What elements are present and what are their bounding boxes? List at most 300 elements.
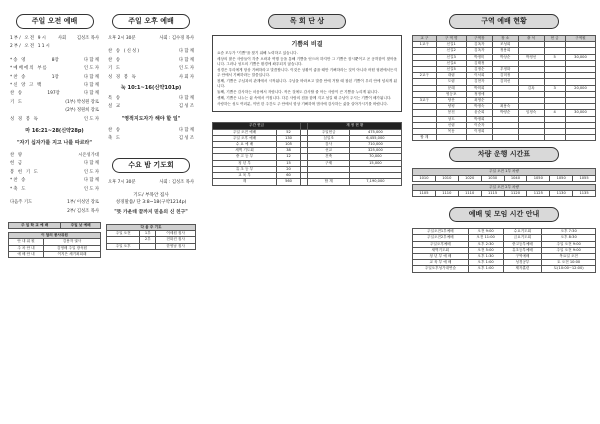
- order-middle: [121, 57, 179, 65]
- bus-time-cell: 1130: [550, 191, 573, 197]
- wednesday-scripture: 성경말씀/ 단 3:8~18(구약1214p): [115, 200, 187, 206]
- bus-label-2: 주일 오전 2부 차량: [413, 184, 596, 190]
- order-row: [106, 103, 196, 111]
- zone-cell: 박정희: [466, 116, 492, 122]
- order-label: *찬 송: [10, 178, 27, 184]
- morning-worship-column: [8, 8, 101, 418]
- essay-body: [217, 51, 397, 107]
- offering-cell: 15: [276, 160, 300, 166]
- order-row: [8, 116, 101, 124]
- order-row: [106, 48, 196, 56]
- order-label: 찬 송 (신성): [108, 49, 141, 55]
- bus-time-cell: 1115: [481, 191, 504, 197]
- afternoon-worship-column: [106, 8, 196, 418]
- order-row: [8, 74, 101, 82]
- schedule-cell: 토 오전 10:00: [542, 260, 596, 266]
- order-middle: [39, 116, 84, 124]
- schedule-cell: 제자훈련: [503, 266, 542, 272]
- order-row: [8, 107, 101, 115]
- order-label: 성 경 봉 독: [10, 116, 40, 122]
- offering-cell: 15,000: [349, 160, 401, 166]
- schedule-table: [412, 228, 596, 272]
- zone-cell: 김미정: [492, 73, 518, 79]
- zone-cell: 김옥자: [466, 48, 492, 54]
- note-row: [8, 208, 101, 216]
- volunteer-cell: 김용자 권사: [44, 239, 101, 245]
- time-value: 김성조 목사: [76, 36, 99, 41]
- wednesday-prayer-title: 수요 밤 기도회: [112, 158, 190, 173]
- zone-cell: 당산: [436, 98, 466, 104]
- order-middle: [23, 152, 78, 160]
- offering-cell: 325,000: [349, 148, 401, 154]
- zone-cell: [565, 135, 595, 141]
- offering-cell: 유 초 등 부: [213, 166, 277, 172]
- zone-cell: 윤순희: [466, 110, 492, 116]
- offering-cell: 560: [276, 179, 300, 185]
- next-week-table-title: 다 음 주 기도: [107, 225, 196, 231]
- order-label: 성 경 봉 독: [108, 74, 138, 80]
- zone-cell: 김현자: [466, 79, 492, 85]
- time-label: 2부/ 오전 11시: [10, 44, 51, 50]
- zone-cell: 봉천: [436, 110, 466, 116]
- next-prayer-cell: 주일 오전: [107, 231, 140, 237]
- order-middle: 1장: [51, 74, 59, 80]
- offering-cell: 교 육 부: [213, 173, 277, 179]
- zone-header-cell: 헌 금: [544, 36, 565, 42]
- order-value: 인 도 자: [83, 66, 99, 72]
- bus-time-cell: 1110: [458, 191, 481, 197]
- zone-cell: 신길3: [436, 54, 466, 60]
- afternoon-worship-title: 주일 오후 예배: [112, 14, 190, 29]
- order-row: [8, 177, 101, 185]
- order-middle: [23, 160, 84, 168]
- zone-cell: 이정희: [466, 129, 492, 135]
- schedule-cell: 오전 5:00: [468, 247, 503, 253]
- zone-cell: 신길4: [436, 60, 466, 66]
- note-value: 1부/ 이성연 장로: [67, 200, 99, 206]
- offering-cell: 475,000: [349, 129, 401, 135]
- order-label: 기 도: [10, 99, 24, 105]
- order-value: 인 도 자: [178, 66, 194, 72]
- offering-header-left: 주간 헌금: [213, 123, 301, 129]
- offering-cell: 70,000: [349, 154, 401, 160]
- time-middle: [51, 43, 99, 51]
- order-value: 다 함 께: [178, 57, 194, 63]
- zone-cell: 이서희: [466, 73, 492, 79]
- schedule-cell: 오후 1:00: [468, 266, 503, 272]
- order-value: 김 성 조: [178, 104, 194, 110]
- mini-header-2: 주일 낮 예배: [61, 222, 101, 228]
- bus-time-cell: 1120: [504, 191, 527, 197]
- order-row: [106, 65, 196, 73]
- order-value: 다 함 께: [83, 74, 99, 80]
- zone-cell: 우정화: [492, 67, 518, 73]
- order-value: 김 성 조: [178, 136, 194, 142]
- order-value: 다 함 께: [178, 127, 194, 133]
- order-middle: [121, 103, 179, 111]
- schedule-cell: 주일오후성가대연습: [413, 266, 469, 272]
- wednesday-time-row: [106, 179, 196, 187]
- time-row: [8, 43, 101, 51]
- zone-cell: 정용희: [492, 48, 518, 54]
- next-prayer-cell: 주일 오후: [107, 243, 140, 249]
- order-value: (2부) 정원희 장로: [65, 108, 99, 114]
- pastoral-essay: [212, 35, 402, 112]
- schedule-cell: 오후 8:30: [542, 235, 596, 241]
- offering-cell: 주일 오전 예배: [213, 129, 277, 135]
- order-label: *축 도: [10, 186, 27, 192]
- order-middle: [140, 48, 179, 56]
- time-label: 1부/ 오전 9시: [10, 36, 48, 41]
- order-value: 사 회 자: [178, 74, 194, 80]
- zone-cell: 이순자: [466, 122, 492, 128]
- zone-cell: [544, 135, 565, 141]
- offering-cell: 60: [276, 173, 300, 179]
- offering-cell: 710,000: [349, 142, 401, 148]
- zone-cell: 박미희: [466, 85, 492, 91]
- essay-paragraph: 사랑하는 성도 여러분, 이번 한 주간도 주 안에서 항상 기뻐하며 범사에 감사하는 삶을 살아가시기를 바랍니다.: [217, 102, 389, 107]
- bus-time-cell: 1010: [435, 175, 458, 181]
- next-prayer-cell: 전화진 집사: [156, 237, 196, 243]
- order-middle: [23, 99, 65, 107]
- schedule-cell: 주일오전2부예배: [413, 235, 469, 241]
- bus-time-cell: 1125: [527, 191, 550, 197]
- order-value: 인 도 자: [83, 169, 99, 175]
- schedule-cell: 주일오후예배: [413, 241, 469, 247]
- schedule-cell: 수요기도회: [503, 229, 542, 235]
- next-prayer-cell: 1부: [140, 231, 156, 237]
- afternoon-sermon-title: "영적지도자가 해야 할 일": [121, 115, 181, 122]
- order-label: 축 도: [108, 136, 122, 142]
- schedule-cell: 주일 오전 9:00: [542, 247, 596, 253]
- order-label: 설 교: [108, 104, 122, 110]
- zone-cell: 신길2: [436, 48, 466, 54]
- bus-time-cell: 1020: [458, 175, 481, 181]
- zone-header-cell: 구역장: [466, 36, 492, 42]
- order-row: [106, 57, 196, 65]
- order-value: 시온성가대: [78, 153, 99, 159]
- next-week-prayer-table: [106, 224, 196, 250]
- offering-cell: 7,190,000: [349, 179, 401, 185]
- pastoral-title: 목 회 단 상: [268, 14, 346, 29]
- zone-cell: 30,000: [565, 54, 595, 60]
- offering-cell: 20: [276, 166, 300, 172]
- schedule-cell: 오후 1:00: [468, 260, 503, 266]
- zone-header-cell: 교 구: [413, 36, 437, 42]
- schedule-cell: 청 년 부 예 배: [413, 254, 469, 260]
- note-value: 2부/ 김성조 목사: [67, 208, 99, 214]
- zone-worship-table: [412, 35, 596, 141]
- order-row: [8, 99, 101, 107]
- order-label: 찬 양: [10, 153, 24, 159]
- morning-worship-title: 주일 오전 예배: [16, 14, 94, 29]
- offering-cell: [301, 179, 308, 185]
- zone-header-cell: 구역원: [565, 36, 595, 42]
- order-row: [8, 90, 101, 98]
- offering-cell: 새벽 기도회: [213, 148, 277, 154]
- bus-time-cell: 1040: [504, 175, 527, 181]
- zone-cell: 박정숙: [466, 104, 492, 110]
- next-prayer-cell: 한영남 집사: [156, 243, 196, 249]
- offering-cell: 6,455,000: [349, 135, 401, 141]
- zone-cell: [492, 135, 518, 141]
- note-row: [8, 199, 101, 207]
- offering-cell: 건축: [308, 154, 349, 160]
- zone-header-cell: 장 소: [492, 36, 518, 42]
- offering-cell: 청 년 부: [213, 160, 277, 166]
- order-row: [106, 74, 196, 82]
- essay-title: 기쁨의 비결: [291, 41, 323, 48]
- offering-cell: 105: [276, 142, 300, 148]
- order-value: 다 함 께: [83, 91, 99, 97]
- morning-order-list: [8, 57, 101, 124]
- order-label: 기 도: [108, 66, 122, 72]
- bus-table-1: [412, 168, 596, 181]
- schedule-cell: 성경공부: [503, 260, 542, 266]
- schedule-cell: 구역예배: [503, 254, 542, 260]
- offering-cell: 합 계: [308, 179, 349, 185]
- zone-cell: 박정선: [518, 54, 544, 60]
- offering-cell: 52: [276, 129, 300, 135]
- zone-cell: 김태정: [466, 60, 492, 66]
- zone-cell: [466, 135, 492, 141]
- bus-time-cell: 1030: [481, 175, 504, 181]
- zone-cell: 양평: [436, 104, 466, 110]
- order-label: 특 송: [108, 96, 122, 102]
- zone-cell: 5: [544, 54, 565, 60]
- schedule-title: 예배 및 모임 시간 안내: [449, 207, 559, 222]
- order-middle: [137, 74, 179, 82]
- offering-table: [212, 122, 402, 185]
- zone-cell: 정정애: [466, 91, 492, 97]
- order-middle: [27, 186, 84, 194]
- afternoon-order-list-2: [106, 95, 196, 112]
- bus-table-2: [412, 184, 596, 197]
- schedule-cell: 오전 11:00: [468, 235, 503, 241]
- zone-cell: 김옥: [518, 85, 544, 91]
- order-middle: 8장: [51, 57, 59, 63]
- zone-cell: 김옥자: [466, 42, 492, 48]
- zone-row: [413, 135, 596, 141]
- essay-paragraph: 첫째, 기쁨은 주님과의 관계에서 시작됩니다. 주님을 바라보고 말씀 안에 거할 때 참된 기쁨이 우리 안에 넘치게 됩니다.: [217, 79, 397, 89]
- wednesday-sermon: "뜻 가운데 끝까지 믿음의 신 친구": [114, 210, 188, 216]
- bus-time-cell: 1135: [573, 191, 596, 197]
- order-middle: [121, 95, 179, 103]
- order-middle: [39, 169, 84, 177]
- schedule-cell: 교 육 부 예 배: [413, 260, 469, 266]
- schedule-row: [413, 266, 596, 272]
- volunteer-cell: 안 내 위 원: [9, 239, 44, 245]
- order-row: [8, 57, 101, 65]
- order-row: [106, 135, 196, 143]
- order-label: 찬 송: [108, 57, 122, 63]
- wednesday-leader: 사회 : 김성조 목사: [159, 179, 194, 185]
- volunteer-cell: 김영배 주일 장석원: [44, 245, 101, 251]
- bus-times-2: [413, 191, 596, 197]
- order-row: [106, 127, 196, 135]
- bus-time-cell: 1010: [413, 175, 436, 181]
- offering-cell: 130: [276, 135, 300, 141]
- volunteer-cell: 주 차 안 내: [9, 245, 44, 251]
- zone-cell: 상도: [436, 116, 466, 122]
- volunteer-table: [8, 232, 101, 258]
- afternoon-leader: 사회 : 김수경 목사: [159, 36, 194, 41]
- zone-cell: 김미선: [492, 79, 518, 85]
- zone-cell: 3: [544, 85, 565, 91]
- order-value: 다 함 께: [178, 96, 194, 102]
- order-value: (1부) 박성원 장로: [65, 99, 99, 105]
- essay-paragraph: 세상의 많은 사람들이 각종 오락과 여행 등을 통해 기쁨을 얻으려 하지만 그 기쁨은 잠시뿐이고 곧 공허함이 찾아옵니다. 그러나 성도의 기쁨은 환경에 좌우되지 않습니다.: [217, 57, 397, 67]
- offering-cell: 감사: [308, 142, 349, 148]
- schedule-cell: 주일오전1부예배: [413, 229, 469, 235]
- zone-cell: 2교구: [413, 73, 437, 79]
- schedule-cell: 중고등부예배: [503, 241, 542, 247]
- essay-paragraph: 셋째, 기쁨은 나누는 삶 속에서 커집니다. 다른 사람의 짐을 함께 지고 섬길 때 주님이 주시는 기쁨이 배가됩니다.: [217, 96, 392, 101]
- zone-cell: 조성희: [492, 42, 518, 48]
- next-week-prayer: [8, 199, 101, 216]
- bus-time-cell: 1050: [550, 175, 573, 181]
- zone-cell: 3교구: [413, 98, 437, 104]
- time-row: [8, 35, 101, 43]
- bus-time-cell: 1055: [573, 175, 596, 181]
- schedule-cell: 새벽기도회: [413, 247, 469, 253]
- worship-time-block: [8, 35, 101, 52]
- order-label: *송 영: [10, 57, 27, 63]
- next-prayer-row: [107, 243, 196, 249]
- volunteer-table-title: 이 달의 봉사위원: [9, 233, 101, 239]
- zone-cell: 신길1: [436, 42, 466, 48]
- zone-cell: 최영순: [466, 98, 492, 104]
- schedule-cell: 금요기도회: [503, 235, 542, 241]
- morning-order-list-2: [8, 152, 101, 194]
- zone-cell: 20,000: [565, 85, 595, 91]
- volunteer-row: [9, 251, 101, 257]
- bus-schedule-title: 차량 운행 시간표: [449, 147, 559, 162]
- order-value: 인 도 자: [83, 186, 99, 192]
- note-label: 다음주 기도: [10, 200, 33, 206]
- essay-paragraph: 둘째, 기쁨은 감사하는 마음에서 자랍니다. 작은 것에도 감사할 줄 아는 사람이 큰 기쁨을 누리게 됩니다.: [217, 90, 379, 95]
- next-prayer-cell: 이세원 집사: [156, 231, 196, 237]
- order-label: 봉 헌 기 도: [10, 169, 40, 175]
- zone-cell: 30,000: [565, 110, 595, 116]
- mini-header-1: 주 일 학 교 예 배: [9, 222, 61, 228]
- schedule-cell: 주일 오전 9:00: [542, 241, 596, 247]
- order-middle: [48, 65, 84, 73]
- afternoon-scripture: 눅 10:1~16(신약101p): [120, 85, 182, 92]
- morning-sermon-title: "자기 십자가를 지고 나를 따르라": [17, 140, 92, 147]
- zone-cell: 임정숙: [518, 110, 544, 116]
- bus-time-cell: 1110: [435, 191, 458, 197]
- order-value: 다 함 께: [83, 57, 99, 63]
- zone-cell: 박상순: [492, 54, 518, 60]
- order-label: *신 앙 고 백: [10, 83, 43, 89]
- offering-cell: 계: [213, 179, 277, 185]
- order-value: 다 함 께: [178, 49, 194, 55]
- bus-time-cell: 1050: [527, 175, 550, 181]
- order-middle: [42, 82, 83, 90]
- essay-paragraph: 요즘 모두가 "기쁨"을 찾기 위해 노력하고 있습니다.: [217, 51, 298, 55]
- order-label: *예배에의 부름: [10, 66, 49, 72]
- order-value: 다 함 께: [83, 178, 99, 184]
- next-prayer-cell: 2부: [140, 237, 156, 243]
- zone-cell: 대림: [436, 73, 466, 79]
- mini-header-table: [8, 222, 101, 229]
- offering-cell: 12: [276, 154, 300, 160]
- offering-row: [213, 179, 402, 185]
- order-middle: [121, 65, 179, 73]
- schedule-cell: 오전 9:00: [468, 229, 503, 235]
- zone-cell: 목동: [436, 129, 466, 135]
- offering-header-right: 재 정 현 황: [308, 123, 402, 129]
- zone-cell: 신길5: [436, 67, 466, 73]
- zone-cell: 영등포: [436, 91, 466, 97]
- offering-cell: 구제: [308, 160, 349, 166]
- order-label: 헌 금: [10, 161, 24, 167]
- volunteer-cell: 이지은 세기최희래: [44, 251, 101, 257]
- schedule-cell: 유초등부예배: [503, 247, 542, 253]
- order-middle: [121, 135, 179, 143]
- order-middle: [27, 177, 84, 185]
- zone-cell: 신림: [436, 122, 466, 128]
- afternoon-time: 오후 2시 30분: [108, 36, 136, 41]
- wednesday-time: 오후 7시 30분: [108, 179, 136, 185]
- essay-paragraph: 성경은 우리에게 항상 기뻐하라고 말씀합니다. 이것은 상황이 좋을 때만 기뻐하라는 것이 아니라 어떤 형편에서든지 주 안에서 기뻐하라는 말씀입니다.: [217, 68, 397, 78]
- order-value: 다 함 께: [83, 161, 99, 167]
- bus-label-1: 주일 오전 1부 차량: [413, 169, 596, 175]
- order-value: 다 함 께: [83, 83, 99, 89]
- zone-cell: 문래: [436, 85, 466, 91]
- offering-cell: 38: [276, 148, 300, 154]
- wednesday-topic: 기도/ 부목안 집사: [133, 193, 169, 199]
- order-row: [8, 186, 101, 194]
- zone-worship-title: 구역 예배 현황: [449, 14, 559, 29]
- zone-cell: 김정순: [466, 67, 492, 73]
- zone-cell: 1교구: [413, 42, 437, 48]
- schedule-cell: 오후 1:30: [468, 254, 503, 260]
- schedule-cell: 오후 2:30: [468, 241, 503, 247]
- zone-cell: 박정미: [466, 54, 492, 60]
- next-prayer-cell: [140, 243, 156, 249]
- order-row: [8, 169, 101, 177]
- afternoon-time-row: [106, 35, 196, 43]
- zone-cell: 최용숙: [492, 104, 518, 110]
- time-middle: 사회: [57, 36, 67, 41]
- zone-cell: 4: [544, 110, 565, 116]
- order-row: [8, 82, 101, 90]
- order-row: [106, 95, 196, 103]
- offering-cell: 주일 오후 예배: [213, 135, 277, 141]
- offering-cell: 십일조: [308, 135, 349, 141]
- schedule-cell: 목요일 오전: [542, 254, 596, 260]
- zone-cell: [518, 135, 544, 141]
- bus-times-1: [413, 175, 596, 181]
- zone-cell: 도림: [436, 79, 466, 85]
- order-row: [8, 65, 101, 73]
- order-middle: [121, 127, 179, 135]
- zone-cell: 합 계: [413, 135, 437, 141]
- schedule-cell: 토(10:00~12:00): [542, 266, 596, 272]
- zone-header-cell: 출 석: [518, 36, 544, 42]
- zone-cell: [436, 135, 466, 141]
- order-label: 찬 송: [10, 91, 24, 97]
- order-label: 찬 송: [108, 127, 122, 133]
- afternoon-order-list-3: [106, 127, 196, 144]
- morning-scripture: 마 16:21~28(신약28p): [25, 128, 84, 135]
- volunteer-cell: 예 배 안 내: [9, 251, 44, 257]
- offering-cell: 주일헌금: [308, 129, 349, 135]
- zone-header-cell: 구 역 명: [436, 36, 466, 42]
- afternoon-order-list: [106, 48, 196, 82]
